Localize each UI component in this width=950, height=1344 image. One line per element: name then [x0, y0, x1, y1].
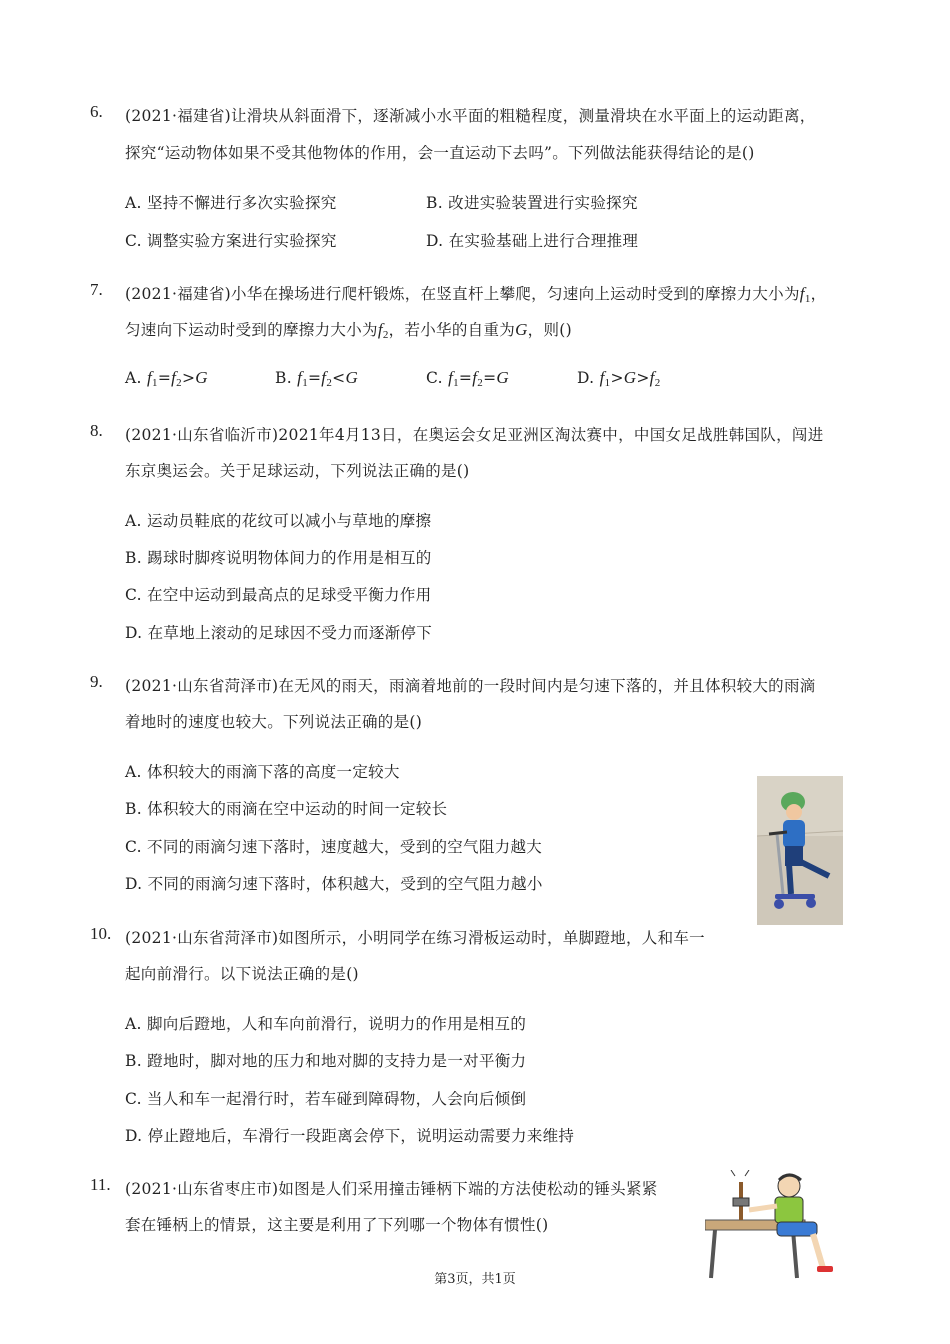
question-10-option-c: C. 当人和车一起滑行时，若车碰到障碍物，人会向后倾倒: [125, 1090, 527, 1108]
question-6-option-c: C. 调整实验方案进行实验探究: [125, 232, 337, 250]
question-7-option-a: A. $f_1=f_2>G$: [125, 368, 208, 389]
question-9-option-b: B. 体积较大的雨滴在空中运动的时间一定较长: [125, 800, 448, 818]
man-shirt: [775, 1197, 803, 1223]
question-7-option-d: D. $f_1>G>f_2$: [577, 368, 661, 389]
question-10-stem-line2: 起向前滑行。以下说法正确的是(): [125, 965, 359, 983]
question-7-stem-line1: (2021·福建省)小华在操场进行爬杆锻炼，在竖直杆上攀爬，匀速向上运动时受到的摩擦力大小为$f_1$，: [125, 284, 827, 305]
question-10-stem-line1: (2021·山东省菏泽市)如图所示，小明同学在练习滑板运动时，单脚蹬地，人和车一: [125, 929, 705, 947]
question-8-option-b: B. 踢球时脚疼说明物体间力的作用是相互的: [125, 549, 432, 567]
question-6-option-a: A. 坚持不懈进行多次实验探究: [125, 194, 337, 212]
shirt: [783, 820, 805, 848]
question-10-number: 10.: [90, 924, 112, 943]
question-10-option-b: B. 蹬地时，脚对地的压力和地对脚的支持力是一对平衡力: [125, 1052, 527, 1070]
scooter-boy-figure: [757, 776, 843, 925]
question-7-option-b: B. $f_1=f_2<G$: [275, 368, 359, 389]
question-9-stem-line2: 着地时的速度也较大。下列说法正确的是(): [125, 713, 423, 731]
question-8-stem-line1: (2021·山东省临沂市)2021年4月13日，在奥运会女足亚洲区淘汰赛中，中国女足战胜韩国队，闯进: [125, 426, 824, 444]
question-7-number: 7.: [90, 280, 103, 299]
question-7-option-c: C. $f_1=f_2=G$: [426, 368, 509, 389]
page-footer: 第3页，共1页: [434, 1272, 516, 1287]
question-7-stem-line2: 匀速向下运动时受到的摩擦力大小为$f_2$，若小华的自重为G，则(): [125, 320, 572, 341]
head: [786, 804, 802, 820]
hammer-head: [733, 1198, 749, 1206]
question-8-option-d: D. 在草地上滚动的足球因不受力而逐渐停下: [125, 624, 433, 642]
question-11-number: 11.: [90, 1175, 111, 1194]
question-8-stem-line2: 东京奥运会。关于足球运动，下列说法正确的是(): [125, 462, 470, 480]
question-11-stem-line1: (2021·山东省枣庄市)如图是人们采用撞击锤柄下端的方法使松动的锤头紧紧: [125, 1180, 658, 1198]
question-8-number: 8.: [90, 421, 103, 440]
hammer-man-figure: [705, 1170, 845, 1282]
question-10-option-a: A. 脚向后蹬地，人和车向前滑行，说明力的作用是相互的: [125, 1015, 527, 1033]
question-6-option-b: B. 改进实验装置进行实验探究: [426, 194, 638, 212]
question-9-option-c: C. 不同的雨滴匀速下落时，速度越大，受到的空气阻力越大: [125, 838, 543, 856]
question-6-number: 6.: [90, 102, 103, 121]
question-6-stem-line2: 探究“运动物体如果不受其他物体的作用，会一直运动下去吗”。下列做法能获得结论的是(): [125, 144, 755, 162]
scooter-deck: [775, 894, 815, 899]
question-10-option-d: D. 停止蹬地后，车滑行一段距离会停下，说明运动需要力来维持: [125, 1127, 575, 1145]
question-8-option-a: A. 运动员鞋底的花纹可以减小与草地的摩擦: [125, 512, 432, 530]
question-9-option-d: D. 不同的雨滴匀速下落时，体积越大，受到的空气阻力越小: [125, 875, 543, 893]
question-11-stem-line2: 套在锤柄上的情景，这主要是利用了下列哪一个物体有惯性(): [125, 1216, 549, 1234]
question-9-number: 9.: [90, 672, 103, 691]
man-shorts: [777, 1222, 817, 1236]
question-9-stem-line1: (2021·山东省菏泽市)在无风的雨天，雨滴着地前的一段时间内是匀速下落的，并且体积较大的雨滴: [125, 677, 816, 695]
question-9-option-a: A. 体积较大的雨滴下落的高度一定较大: [125, 763, 400, 781]
question-6-stem-line1: (2021·福建省)让滑块从斜面滑下，逐渐减小水平面的粗糙程度，测量滑块在水平面上的运动距离，: [125, 107, 816, 125]
question-8-option-c: C. 在空中运动到最高点的足球受平衡力作用: [125, 586, 432, 604]
question-6-option-d: D. 在实验基础上进行合理推理: [426, 232, 639, 250]
